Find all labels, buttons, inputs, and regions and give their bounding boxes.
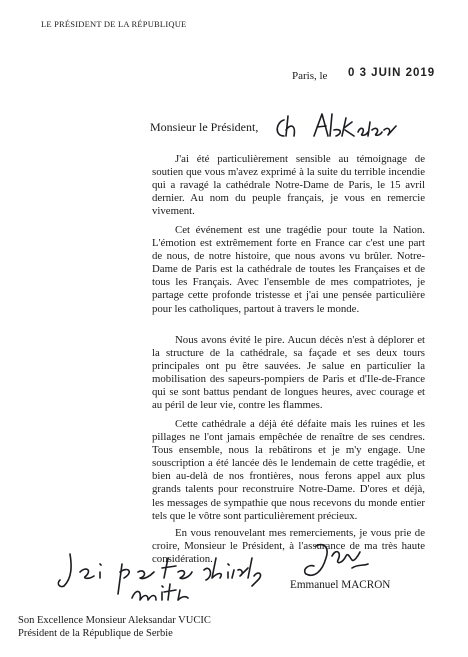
date-place: Paris, le xyxy=(292,70,328,82)
paragraph-5: En vous renouvelant mes remerciements, je vous prie de croire, Monsieur le Président, à l'assurance de ma très haute considération. xyxy=(152,527,425,566)
salutation: Monsieur le Président, xyxy=(150,120,259,134)
addressee-title: Président de la République de Serbie xyxy=(18,628,173,639)
date-stamp: 0 3 JUIN 2019 xyxy=(348,67,436,79)
addressee-name: Son Excellence Monsieur Aleksandar VUCIC xyxy=(18,615,211,626)
addressee-block xyxy=(18,614,211,640)
paragraph-4: Cette cathédrale a déjà été défaite mais les ruines et les pillages ne l'ont jamais empêchée de renaître de ses cendres. Tous ensemble, nous la rebâtirons et je m'y engage. Une souscription a été lancée dès le lendemain de cette tragédie, et bien au-delà de nos frontières, nous ferons appel aux plus grands talents pour reconstruire Notre-Dame. D'ores et déjà, les messages de sympathie que nous recevons du monde entier tels que le vôtre sont particulièrement précieux. xyxy=(152,418,425,522)
letterhead: LE PRÉSIDENT DE LA RÉPUBLIQUE xyxy=(41,19,187,29)
paragraph-3: Nous avons évité le pire. Aucun décès n'est à déplorer et la structure de la cathédrale, sa façade et ses deux tours principales ont pu être sauvées. Je salue en particulier la mobilisation des sapeurs-pompiers de Paris et d'Ile-de-France qui se sont battus pendant de longues heures, avec courage et au péril de leur vie, contre les flammes. xyxy=(152,334,425,412)
paragraph-2: Cet événement est une tragédie pour toute la Nation. L'émotion est extrêmement forte en France car c'est une part de nous, de notre histoire, que nous avons vu brûler. Notre-Dame de Paris est la cathédrale de toutes les Françaises et de tous les Français. Avec l'ensemble de mes compatriotes, je partage cette profonde tristesse et j'ai une pensée particulière pour les catholiques, partout à travers le monde. xyxy=(152,224,425,315)
handwritten-greeting xyxy=(270,108,410,148)
paragraph-1: J'ai été particulièrement sensible au témoignage de soutien que vous m'avez exprimé à la suite du terrible incendie qui a ravagé la cathédrale Notre-Dame de Paris, le 15 avril dernier. Au nom du peuple français, je vous en remercie vivement. xyxy=(152,153,425,218)
signatory-name: Emmanuel MACRON xyxy=(290,579,391,591)
handwritten-note xyxy=(52,548,292,608)
